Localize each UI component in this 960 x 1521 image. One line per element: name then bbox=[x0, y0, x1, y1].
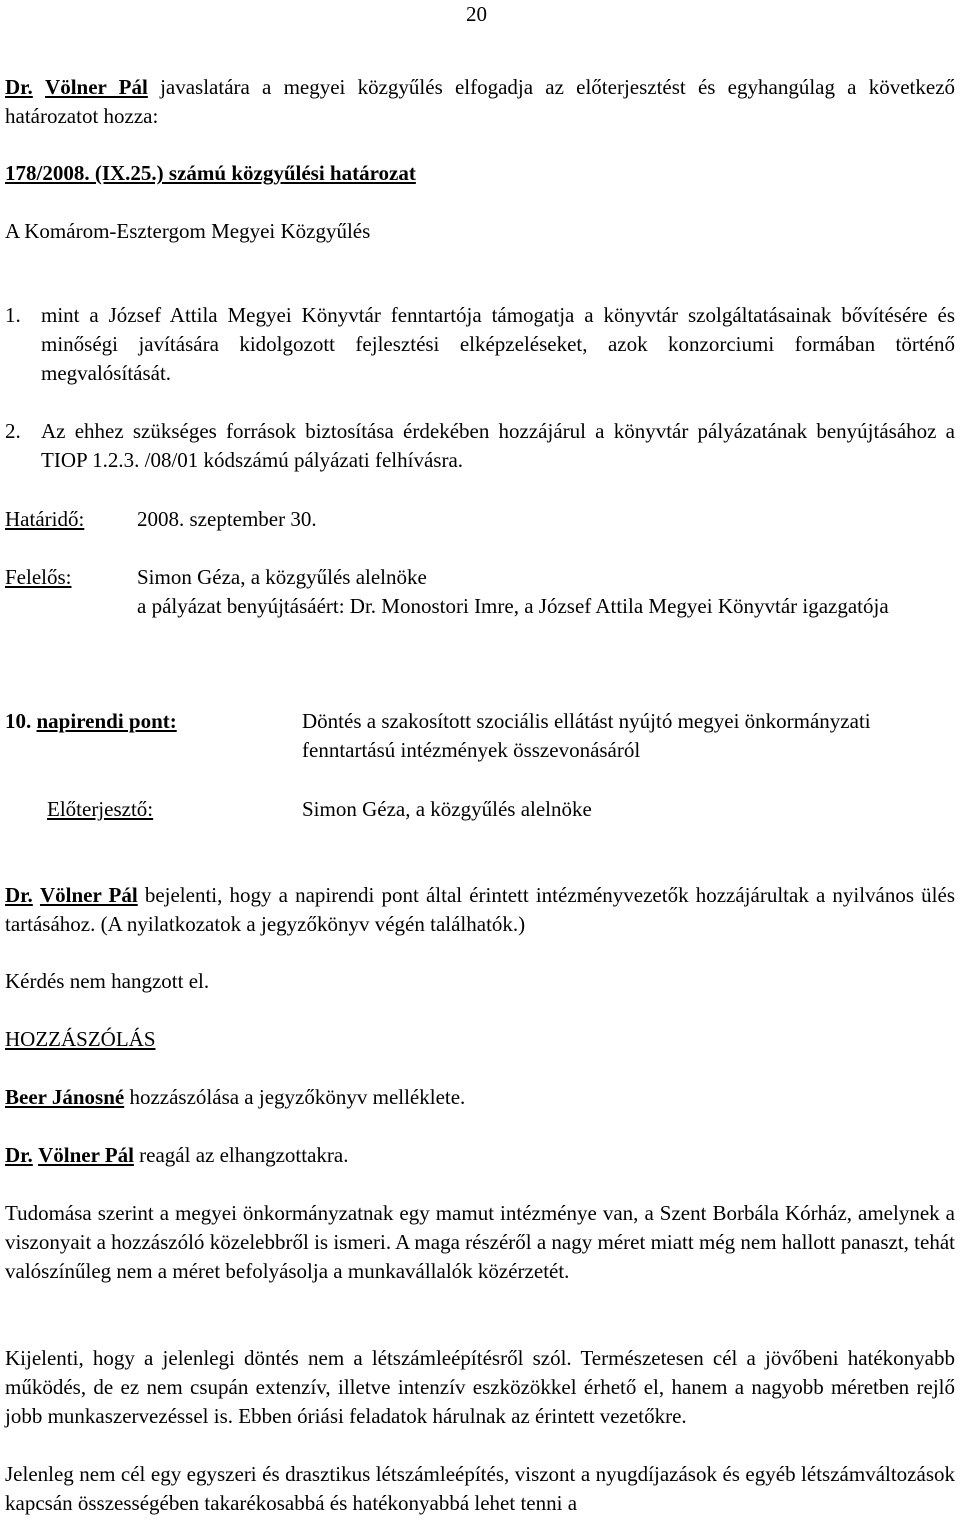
agenda-number: 10. bbox=[5, 709, 32, 733]
comment-1 bbox=[5, 1083, 465, 1112]
speaker-title: Dr. bbox=[5, 883, 33, 907]
speaker-title: Dr. bbox=[5, 75, 33, 99]
responsible-line-2: a pályázat benyújtásáért: Dr. Monostori Imre, a József Attila Megyei Könyvtár igazgatója bbox=[137, 594, 889, 618]
responsible-line-1: Simon Géza, a közgyűlés alelnöke bbox=[137, 565, 427, 589]
intro-paragraph bbox=[5, 73, 955, 131]
item-1-text: mint a József Attila Megyei Könyvtár fenntartója támogatja a könyvtár szolgáltatásainak bővítésére és minőségi javítására kidolgozott fejlesztési elképzeléseket, azok konzorciumi formában történő megvalósítását. bbox=[41, 303, 955, 385]
page-number: 20 bbox=[466, 2, 487, 26]
resolution-title: 178/2008. (IX.25.) számú közgyűlési határozat bbox=[5, 161, 416, 185]
agenda-title: Döntés a szakosított szociális ellátást nyújtó megyei önkormányzati fenntartású intézmények összevonásáról bbox=[302, 709, 871, 762]
section-heading: HOZZÁSZÓLÁS bbox=[5, 1027, 156, 1051]
comment-2-text: reagál az elhangzottakra. bbox=[133, 1143, 349, 1167]
item-2-number: 2. bbox=[5, 419, 21, 443]
deadline-label: Határidő: bbox=[5, 507, 85, 531]
agenda-label: napirendi pont: bbox=[36, 709, 177, 733]
speaker-name: Völner Pál bbox=[45, 75, 148, 99]
announcement-text: bejelenti, hogy a napirendi pont által érintett intézményvezetők hozzájárultak a nyilvános ülés tartásához. (A nyilatkozatok a jegyzőkönyv végén találhatók.) bbox=[5, 883, 956, 936]
resolution-body: A Komárom-Esztergom Megyei Közgyűlés bbox=[5, 219, 371, 243]
speaker-title: Dr. bbox=[5, 1143, 33, 1167]
presenter-value: Simon Géza, a közgyűlés alelnöke bbox=[302, 797, 592, 821]
body-paragraph: Jelenleg nem cél egy egyszeri és drasztikus létszámleépítés, viszont a nyugdíjazások és egyéb létszámváltozások kapcsán összességében takarékosabbá és hatékonyabbá lehet tenni a bbox=[5, 1462, 955, 1515]
announcement-paragraph bbox=[5, 881, 955, 939]
comment-1-text: hozzászólása a jegyzőkönyv melléklete. bbox=[124, 1085, 466, 1109]
intro-text: javaslatára a megyei közgyűlés elfogadja az előterjesztést és egyhangúlag a következő határozatot hozza: bbox=[5, 75, 956, 128]
speaker-name: Völner Pál bbox=[39, 883, 138, 907]
commenter-name: Beer Jánosné bbox=[5, 1085, 125, 1109]
agenda-heading bbox=[5, 707, 177, 736]
item-2-text: Az ehhez szükséges források biztosítása érdekében hozzájárul a könyvtár pályázatának benyújtásához a TIOP 1.2.3. /08/01 kódszámú pályázati felhívásra. bbox=[41, 419, 955, 472]
presenter-label: Előterjesztő: bbox=[47, 797, 154, 821]
speaker-name: Völner Pál bbox=[38, 1143, 134, 1167]
responsible-label: Felelős: bbox=[5, 565, 72, 589]
deadline-value: 2008. szeptember 30. bbox=[137, 507, 317, 531]
body-paragraph: Kijelenti, hogy a jelenlegi döntés nem a létszámleépítésről szól. Természetesen cél a jövőbeni hatékonyabb működés, de ez nem csupán extenzív, illetve intenzív eszközökkel érhető el, hanem a nagyobb méretben rejlő jobb munkaszervezéssel is. Ebben óriási feladatok hárulnak az érintett vezetőkre. bbox=[5, 1346, 955, 1428]
comment-2 bbox=[5, 1141, 348, 1191]
body-paragraph: Tudomása szerint a megyei önkormányzatnak egy mamut intézménye van, a Szent Borbála Kórház, amelynek a viszonyait a hozzászóló közelebbről is ismeri. A maga részéről a nagy méret miatt még nem hallott panaszt, tehát valószínűleg nem a méret befolyásolja a munkavállalók közérzetét. bbox=[5, 1201, 955, 1283]
no-questions-text: Kérdés nem hangzott el. bbox=[5, 969, 210, 993]
item-1-number: 1. bbox=[5, 303, 21, 327]
